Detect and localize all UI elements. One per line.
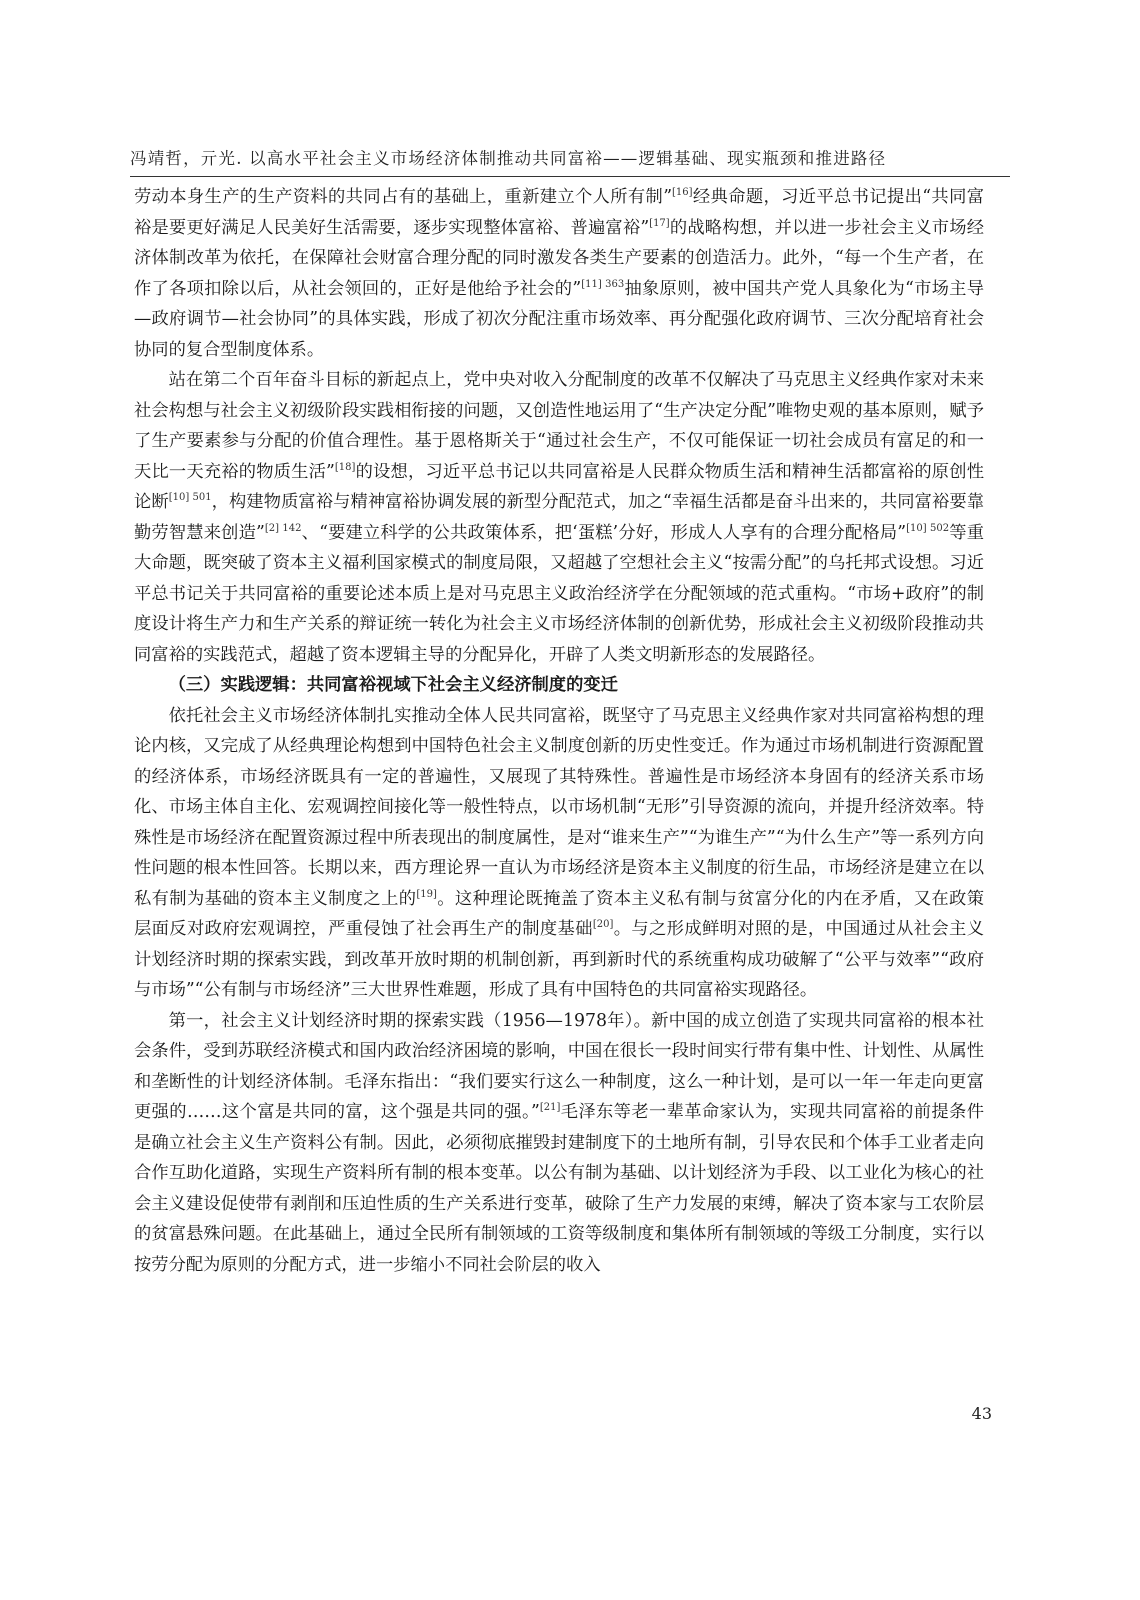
citation-marker: [19] bbox=[416, 888, 437, 900]
page-number: 43 bbox=[971, 1404, 992, 1423]
citation-marker: [17] bbox=[649, 217, 670, 229]
paragraph-text: 。这种理论既掩盖了资本主义私有制与贫富分化的内在矛盾，又在政策层面反对政府宏观调控，严重侵蚀了社会再生产的制度基础 bbox=[134, 888, 984, 939]
paragraph-text: 、“要建立科学的公共政策体系，把‘蛋糕’分好，形成人人享有的合理分配格局” bbox=[301, 522, 907, 543]
paragraph-text: 站在第二个百年奋斗目标的新起点上，党中央对收入分配制度的改革不仅解决了马克思主义经典作家对未来社会构想与社会主义初级阶段实践相衔接的问题，又创造性地运用了“生产决定分配”唯物史观的基本原则，赋予了生产要素参与分配的价值合理性。基于恩格斯关于“通过社会生产，不仅可能保证一切社会成员有富足的和一天比一天充裕的物质生活” bbox=[134, 370, 984, 482]
citation-marker: [10] 501 bbox=[168, 492, 212, 503]
body-paragraph bbox=[134, 182, 984, 365]
body-paragraph bbox=[134, 1006, 984, 1281]
paragraph-text: 劳动本身生产的生产资料的共同占有的基础上，重新建立个人所有制” bbox=[134, 187, 673, 207]
citation-marker: [10] 502 bbox=[906, 522, 950, 534]
paragraph-text: ，构建物质富裕与精神富裕协调发展的新型分配范式，加之“幸福生活都是奋斗出来的，共同富裕要靠勤劳智慧来创造” bbox=[134, 492, 984, 543]
paragraph-text: 的设想，习近平总书记以共同富裕是人民群众物质生活和精神生活都富裕的原创性论断 bbox=[134, 461, 984, 512]
paragraph-text: 。与之形成鲜明对照的是，中国通过从社会主义计划经济时期的探索实践，到改革开放时期的机制创新，再到新时代的系统重构成功破解了“公平与效率”“政府与市场”“公有制与市场经济”三大世界性难题，形成了具有中国特色的共同富裕实现路径。 bbox=[134, 919, 984, 1000]
paragraph-text: 毛泽东等老一辈革命家认为，实现共同富裕的前提条件是确立社会主义生产资料公有制。因此，必须彻底摧毁封建制度下的土地所有制，引导农民和个体手工业者走向合作互助化道路，实现生产资料所有制的根本变革。以公有制为基础、以计划经济为手段、以工业化为核心的社会主义建设促使带有剥削和压迫性质的生产关系进行变革，破除了生产力发展的束缚，解决了资本家与工农阶层的贫富悬殊问题。在此基础上，通过全民所有制领域的工资等级制度和集体所有制领域的等级工分制度，实行以按劳分配为原则的分配方式，进一步缩小不同社会阶层的收入 bbox=[134, 1102, 984, 1275]
citation-marker: [11] 363 bbox=[581, 278, 625, 290]
body-paragraph bbox=[134, 365, 984, 670]
paragraph-text: 等重大命题，既突破了资本主义福利国家模式的制度局限，又超越了空想社会主义“按需分配”的乌托邦式设想。习近平总书记关于共同富裕的重要论述本质上是对马克思主义政治经济学在分配领域的范式重构。“市场+政府”的制度设计将生产力和生产关系的辩证统一转化为社会主义市场经济体制的创新优势，形成社会主义初级阶段推动共同富裕的实践范式，超越了资本逻辑主导的分配异化，开辟了人类文明新形态的发展路径。 bbox=[134, 522, 984, 665]
citation-marker: [21] bbox=[539, 1102, 561, 1113]
paragraph-text: 依托社会主义市场经济体制扎实推动全体人民共同富裕，既坚守了马克思主义经典作家对共同富裕构想的理论内核，又完成了从经典理论构想到中国特色社会主义制度创新的历史性变迁。作为通过市场机制进行资源配置的经济体系，市场经济既具有一定的普遍性，又展现了其特殊性。普遍性是市场经济本身固有的经济关系市场化、市场主体自主化、宏观调控间接化等一般性特点，以市场机制“无形”引导资源的流向，并提升经济效率。特殊性是市场经济在配置资源过程中所表现出的制度属性，是对“谁来生产”“为谁生产”“为什么生产”等一系列方向性问题的根本性回答。长期以来，西方理论界一直认为市场经济是资本主义制度的衍生品，市场经济是建立在以私有制为基础的资本主义制度之上的 bbox=[134, 705, 984, 909]
citation-marker: [20] bbox=[592, 919, 614, 930]
section-heading: （三）实践逻辑：共同富裕视域下社会主义经济制度的变迁 bbox=[168, 675, 618, 695]
paragraph-text: 抽象原则，被中国共产党人具象化为“市场主导—政府调节—社会协同”的具体实践，形成了初次分配注重市场效率、再分配强化政府调节、三次分配培育社会协同的复合型制度体系。 bbox=[134, 278, 984, 360]
header-rule bbox=[130, 176, 1010, 177]
citation-marker: [16] bbox=[672, 187, 693, 198]
paragraph-text: 经典命题，习近平总书记提出“共同富裕是要更好满足人民美好生活需要，逐步实现整体富裕、普遍富裕” bbox=[134, 187, 984, 238]
running-header: 冯靖哲，亓光. 以高水平社会主义市场经济体制推动共同富裕——逻辑基础、现实瓶颈和推进路径 bbox=[130, 149, 887, 168]
paragraph-text: 第一，社会主义计划经济时期的探索实践（1956—1978年）。新中国的成立创造了实现共同富裕的根本社会条件，受到苏联经济模式和国内政治经济困境的影响，中国在很长一段时间实行带有集中性、计划性、从属性和垄断性的计划经济体制。毛泽东指出：“我们要实行这么一种制度，这么一种计划，是可以一年一年走向更富更强的……这个富是共同的富，这个强是共同的强。” bbox=[134, 1010, 984, 1122]
paragraph-text: 的战略构想，并以进一步社会主义市场经济体制改革为依托，在保障社会财富合理分配的同时激发各类生产要素的创造活力。此外，“每一个生产者，在作了各项扣除以后，从社会领回的，正好是他给予社会的” bbox=[134, 217, 984, 299]
citation-marker: [2] 142 bbox=[264, 522, 302, 534]
article-body bbox=[134, 182, 984, 1280]
citation-marker: [18] bbox=[334, 461, 356, 473]
body-paragraph bbox=[134, 701, 984, 1006]
